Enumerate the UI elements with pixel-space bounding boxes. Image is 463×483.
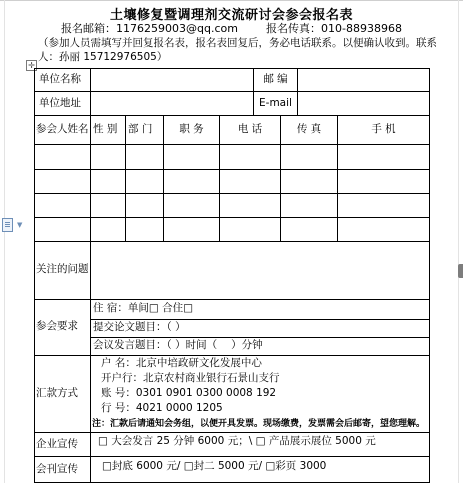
column-header-fax: 传 真 xyxy=(296,123,322,135)
postcode-label: 邮 编 xyxy=(263,73,288,85)
requirements-label: 参会要求 xyxy=(36,320,78,332)
bank-code: 行 号：4021 0000 1205 xyxy=(101,402,223,414)
account-number: 账 号：0301 0901 0300 0008 192 xyxy=(101,387,277,399)
fax-label: 报名传真： xyxy=(266,22,321,35)
attendee-row-3[interactable] xyxy=(36,194,428,217)
page-left-margin xyxy=(4,0,5,483)
concern-field[interactable] xyxy=(91,242,428,299)
unit-name-field[interactable] xyxy=(91,70,253,91)
document-title: 土壤修复暨调理剂交流研讨会参会报名表 xyxy=(109,8,353,23)
document-map-icon[interactable] xyxy=(2,218,13,232)
page-top-edge xyxy=(0,0,463,1)
column-header-gender: 性 别 xyxy=(93,123,118,135)
remittance-remark: 注：汇款后请通知会务组，以便开具发票。现场缴费，发票需会后邮寄，望您理解。 xyxy=(92,419,426,429)
remittance-label: 汇款方式 xyxy=(36,387,78,399)
paper-title-field[interactable]: 提交论文题目：（ ） xyxy=(93,321,186,333)
email-field[interactable] xyxy=(298,92,428,115)
attendee-row-1[interactable] xyxy=(36,145,428,169)
scrollbar-thumb[interactable] xyxy=(458,264,463,278)
bank-name: 开户行：北京农村商业银行石景山支行 xyxy=(101,372,280,384)
contact-line xyxy=(0,20,463,36)
promotion-label: 企业宣传 xyxy=(36,438,78,450)
postcode-field[interactable] xyxy=(298,70,428,91)
speech-duration-unit: ）分钟 xyxy=(231,339,263,351)
lodging-option[interactable]: 住 宿：单间□ 合住□ xyxy=(93,302,194,314)
unit-address-field[interactable] xyxy=(91,92,253,115)
registration-note: （参加人员需填写并回复报名表，报名表回复后，务必电话联系。以便确认收到。联系人：孙丽 15712976505） xyxy=(38,37,437,63)
journal-label: 会刊宣传 xyxy=(36,463,78,475)
fax-value: 010-88938968 xyxy=(321,22,402,35)
attendee-row-2[interactable] xyxy=(36,170,428,193)
account-name: 户 名：北京中培政研文化发展中心 xyxy=(101,357,262,369)
column-header-mobile: 手 机 xyxy=(371,123,396,135)
column-header-phone: 电 话 xyxy=(237,123,263,135)
column-header-department: 部 门 xyxy=(128,123,153,135)
speech-title-text: 会议发言题目：（ ）时间（ xyxy=(93,339,218,351)
journal-options[interactable]: □封底 6000 元/ □封二 5000 元/ □彩页 3000 xyxy=(102,460,327,472)
column-header-position: 职 务 xyxy=(179,123,204,135)
email-label: 报名邮箱： xyxy=(61,22,117,35)
attendee-row-4[interactable] xyxy=(36,218,428,241)
unit-address-label: 单位地址 xyxy=(39,97,81,109)
promotion-options[interactable]: □ 大会发言 25 分钟 6000 元；\ □ 产品展示展位 5000 元 xyxy=(98,435,376,447)
column-header-name: 参会人姓名 xyxy=(36,123,89,135)
table-move-handle-icon[interactable]: ✛ xyxy=(26,60,37,71)
email-value[interactable]: 1176259003@qq.com xyxy=(116,22,238,35)
email-field-label: E-mail xyxy=(259,97,292,109)
unit-name-label: 单位名称 xyxy=(39,73,81,85)
page-right-margin xyxy=(458,0,459,483)
speech-title-field[interactable] xyxy=(93,339,263,352)
chevron-down-icon[interactable]: ▼ xyxy=(17,221,23,229)
concern-label: 关注的问题 xyxy=(36,263,89,275)
registration-table xyxy=(34,68,430,483)
